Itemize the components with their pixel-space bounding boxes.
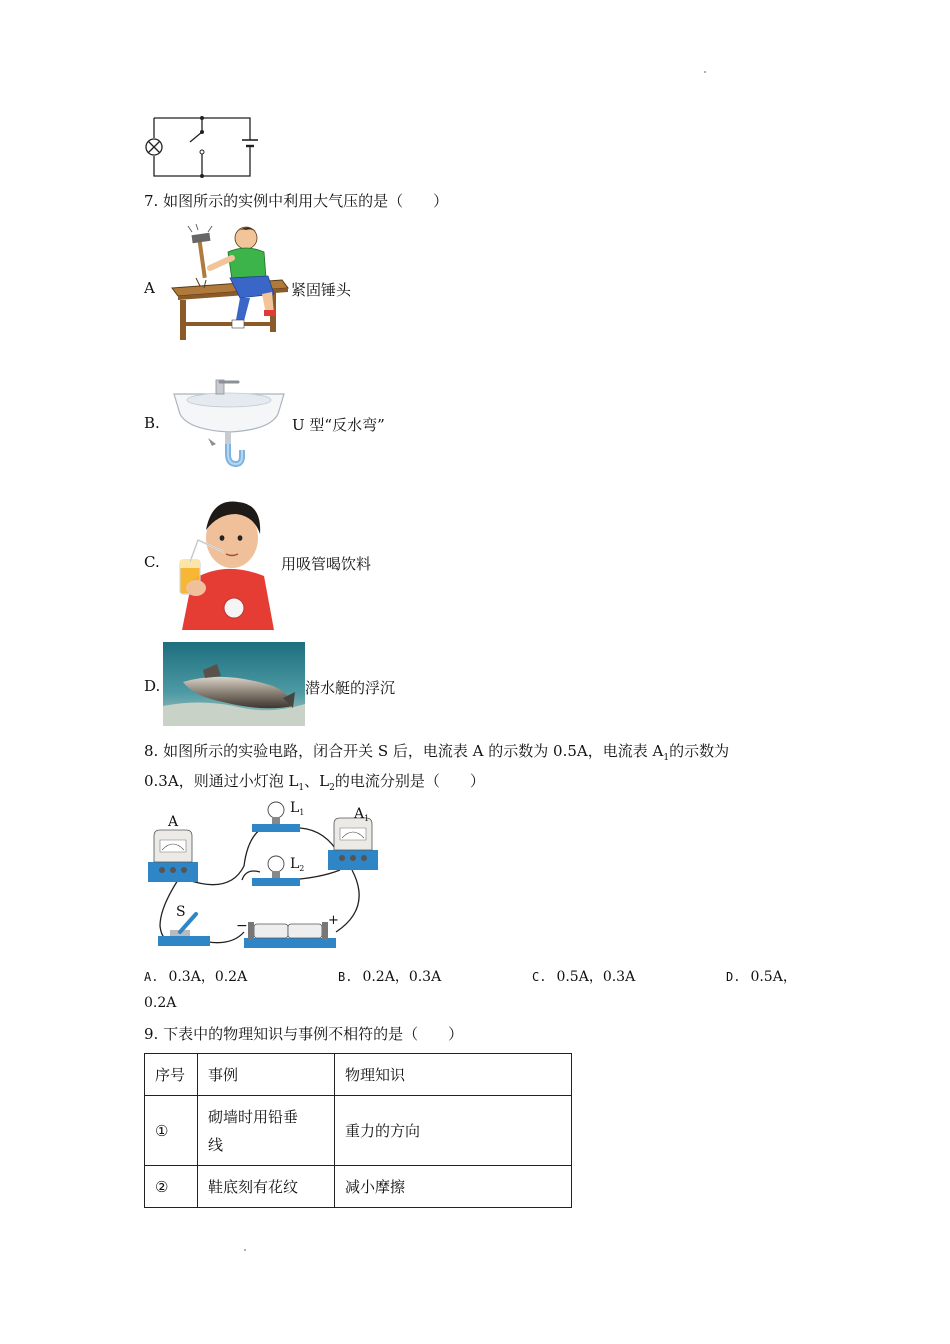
table-header-row xyxy=(145,1054,572,1096)
svg-text:L2 xyxy=(290,856,304,873)
q8-stem-line2-sub2: 2 xyxy=(329,783,335,793)
q8-choice-a xyxy=(144,966,247,986)
submarine-photo xyxy=(163,642,305,726)
battery-plus-label: + xyxy=(328,913,339,928)
q8-choice-c-letter: C. xyxy=(532,970,547,984)
svg-text:A1 xyxy=(353,806,369,823)
header-knowledge: 物理知识 xyxy=(335,1054,572,1096)
q8-stem-line2-sub1: 1 xyxy=(298,783,305,793)
question-8-stem-line-1 xyxy=(144,740,729,769)
q8-choice-b-letter: B. xyxy=(338,970,353,984)
q9-table xyxy=(144,1053,572,1208)
q8-choice-c-text: 0.5A，0.3A xyxy=(556,969,636,985)
parallel-circuit-apparatus-diagram xyxy=(140,798,380,954)
hammer-on-bench-illustration xyxy=(166,222,290,344)
q8-choice-a-letter: A. xyxy=(144,970,159,984)
q8-stem-line2-b: 、L xyxy=(304,772,330,790)
ammeter-a1-sub: 1 xyxy=(364,814,370,823)
battery-holder xyxy=(244,922,336,948)
question-7-stem: 7. 如图所示的实例中利用大气压的是（ ） xyxy=(144,192,449,210)
row-1-example-line1: 砌墙时用铅垂 xyxy=(208,1107,299,1126)
q8-choice-d-letter: D. xyxy=(726,970,741,984)
svg-text:L1 xyxy=(290,800,304,817)
row-2-number: ② xyxy=(145,1166,198,1208)
row-1-number: ① xyxy=(145,1096,198,1166)
ammeter-a-label: A xyxy=(168,814,179,830)
q7-option-d-caption: 潜水艇的浮沉 xyxy=(305,679,396,697)
q7-option-a-caption: 紧固锤头 xyxy=(291,281,352,299)
q7-option-c-caption: 用吸管喝饮料 xyxy=(281,555,372,573)
q8-stem-line1-sub: 1 xyxy=(663,753,670,763)
lamp-l2-sub: 2 xyxy=(299,864,305,873)
q7-option-b-label: B. xyxy=(144,414,160,432)
q7-option-a-label: A xyxy=(144,279,155,297)
q8-stem-line2-c: 的电流分别是（ ） xyxy=(334,772,485,790)
question-8-stem-line-2 xyxy=(144,770,485,799)
row-1-knowledge: 重力的方向 xyxy=(335,1096,572,1166)
q8-choice-d-wrap: 0.2A xyxy=(144,995,177,1011)
q8-stem-line2-a: 0.3A，则通过小灯泡 L xyxy=(144,772,299,790)
q7-option-d-label: D. xyxy=(144,677,161,695)
q8-choice-b xyxy=(338,966,441,986)
scan-dot xyxy=(244,1249,246,1251)
ammeter-a1 xyxy=(328,818,378,870)
row-1-example xyxy=(198,1096,335,1166)
row-1-example-line2: 线 xyxy=(208,1135,224,1154)
switch-s-label: S xyxy=(176,904,186,920)
table-row xyxy=(145,1096,572,1166)
q8-choice-c xyxy=(532,966,635,986)
battery-minus-label: − xyxy=(236,918,248,934)
lamp-l1-label: L xyxy=(290,800,300,816)
q8-stem-line1-text: 8. 如图所示的实验电路，闭合开关 S 后，电流表 A 的示数为 0.5A，电流表 A xyxy=(144,742,664,760)
header-number: 序号 xyxy=(145,1054,198,1096)
table-row xyxy=(145,1166,572,1208)
ammeter-a xyxy=(148,830,198,882)
lamp-l1-sub: 1 xyxy=(299,808,305,817)
ammeter-a1-label: A xyxy=(354,806,365,822)
q8-stem-line1-tail: 的示数为 xyxy=(669,742,730,760)
q8-choice-d-text: 0.5A， xyxy=(750,969,797,985)
boy-drinking-with-straw-photo xyxy=(172,490,276,630)
header-example: 事例 xyxy=(198,1054,335,1096)
q8-choice-b-text: 0.2A，0.3A xyxy=(362,969,442,985)
lamp-l2-label: L xyxy=(290,856,300,872)
scan-dot xyxy=(704,71,706,73)
question-9-stem: 9. 下表中的物理知识与事例不相符的是（ ） xyxy=(144,1025,464,1043)
q8-choice-d xyxy=(726,966,797,986)
circuit-diagram-lamp-switch-battery xyxy=(142,112,262,182)
sink-u-trap-illustration xyxy=(170,374,288,474)
q7-option-b-caption: U 型“反水弯” xyxy=(292,416,385,434)
q8-choice-a-text: 0.3A，0.2A xyxy=(168,969,248,985)
row-2-knowledge: 减小摩擦 xyxy=(335,1166,572,1208)
row-2-example: 鞋底刻有花纹 xyxy=(198,1166,335,1208)
q7-option-c-label: C. xyxy=(144,553,160,571)
